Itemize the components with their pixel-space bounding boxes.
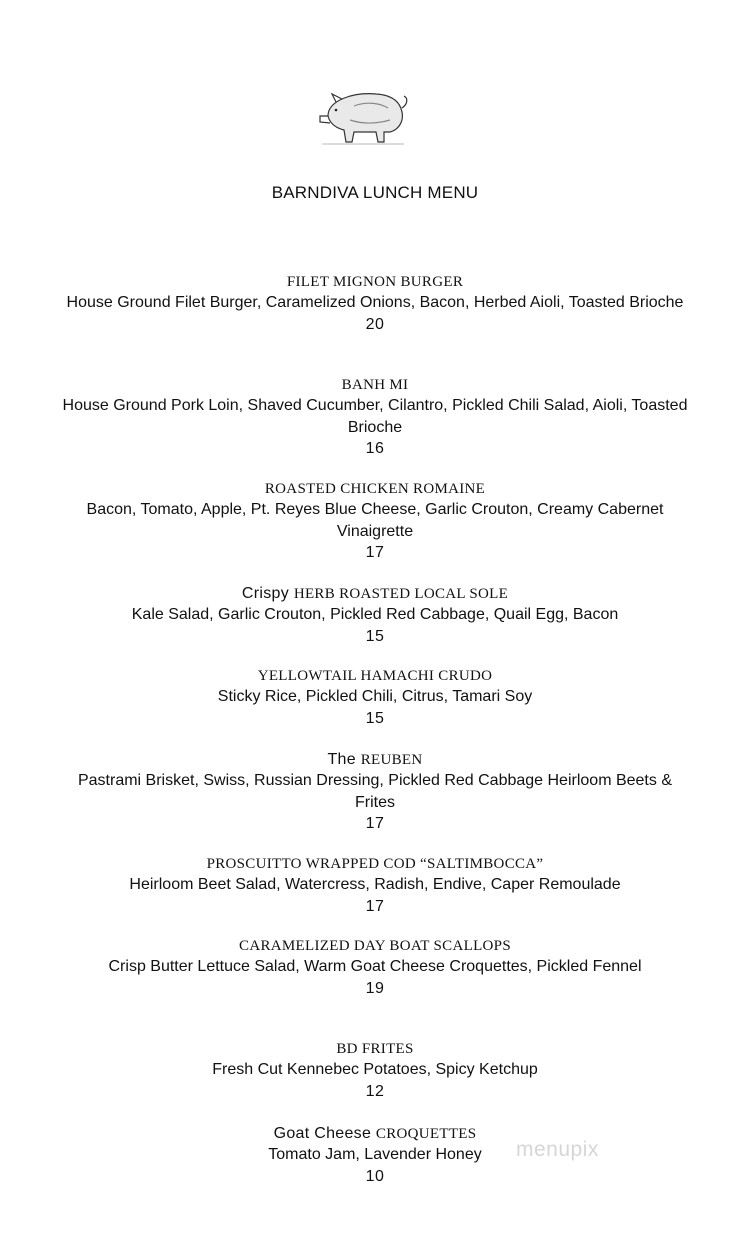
pig-logo-icon [314,86,410,148]
menu-item [0,1124,750,1187]
item-price: 17 [365,815,385,832]
item-description: Crisp Butter Lettuce Salad, Warm Goat Cheese Croquettes, Pickled Fennel [108,958,642,975]
item-description: Kale Salad, Garlic Crouton, Pickled Red Cabbage, Quail Egg, Bacon [131,606,619,623]
item-name: YELLOWTAIL HAMACHI CRUDO [257,668,493,684]
item-name: BD FRITES [336,1041,414,1057]
item-price: 10 [365,1167,385,1185]
item-description: Bacon, Tomato, Apple, Pt. Reyes Blue Cheese, Garlic Crouton, Creamy Cabernet Vinaigrette [86,501,664,540]
menu-item [0,854,750,917]
menu-item [0,272,750,335]
item-description: House Ground Pork Loin, Shaved Cucumber, Cilantro, Pickled Chili Salad, Aioli, Toasted Brioche [62,397,688,436]
item-name: Goat Cheese CROQUETTES [273,1125,477,1142]
menu-item [0,936,750,999]
item-name: FILET MIGNON BURGER [286,274,464,290]
item-price: 16 [365,440,385,457]
item-price: 12 [365,1082,385,1100]
item-name: CARAMELIZED DAY BOAT SCALLOPS [239,938,511,954]
item-price: 20 [365,315,385,333]
item-name: PROSCUITTO WRAPPED COD “SALTIMBOCCA” [206,856,544,872]
item-description: Fresh Cut Kennebec Potatoes, Spicy Ketchup [212,1061,538,1078]
item-description: Sticky Rice, Pickled Chili, Citrus, Tamari Soy [217,688,533,705]
menupix-watermark: menupix [516,1138,599,1161]
menu-item [0,1039,750,1102]
item-price: 15 [365,627,385,645]
menu-title: BARNDIVA LUNCH MENU [271,183,479,202]
menu-item [0,375,750,459]
menu-item [0,666,750,729]
item-description: Heirloom Beet Salad, Watercress, Radish, Endive, Caper Remoulade [129,876,621,893]
item-price: 17 [365,544,385,561]
item-description: Pastrami Brisket, Swiss, Russian Dressing, Pickled Red Cabbage Heirloom Beets & Frites [77,772,672,811]
item-price: 19 [365,979,385,997]
item-name: ROASTED CHICKEN ROMAINE [264,481,486,497]
item-description: Tomato Jam, Lavender Honey [268,1146,482,1163]
item-description: House Ground Filet Burger, Caramelized Onions, Bacon, Herbed Aioli, Toasted Brioche [66,294,684,311]
item-price: 15 [365,709,385,727]
item-name: Crispy HERB ROASTED LOCAL SOLE [241,585,509,602]
item-name: BANH MI [341,377,409,393]
menu-item [0,750,750,834]
item-price: 17 [365,897,385,915]
menu-item [0,479,750,563]
item-name: The REUBEN [327,751,423,768]
menu-item [0,584,750,647]
